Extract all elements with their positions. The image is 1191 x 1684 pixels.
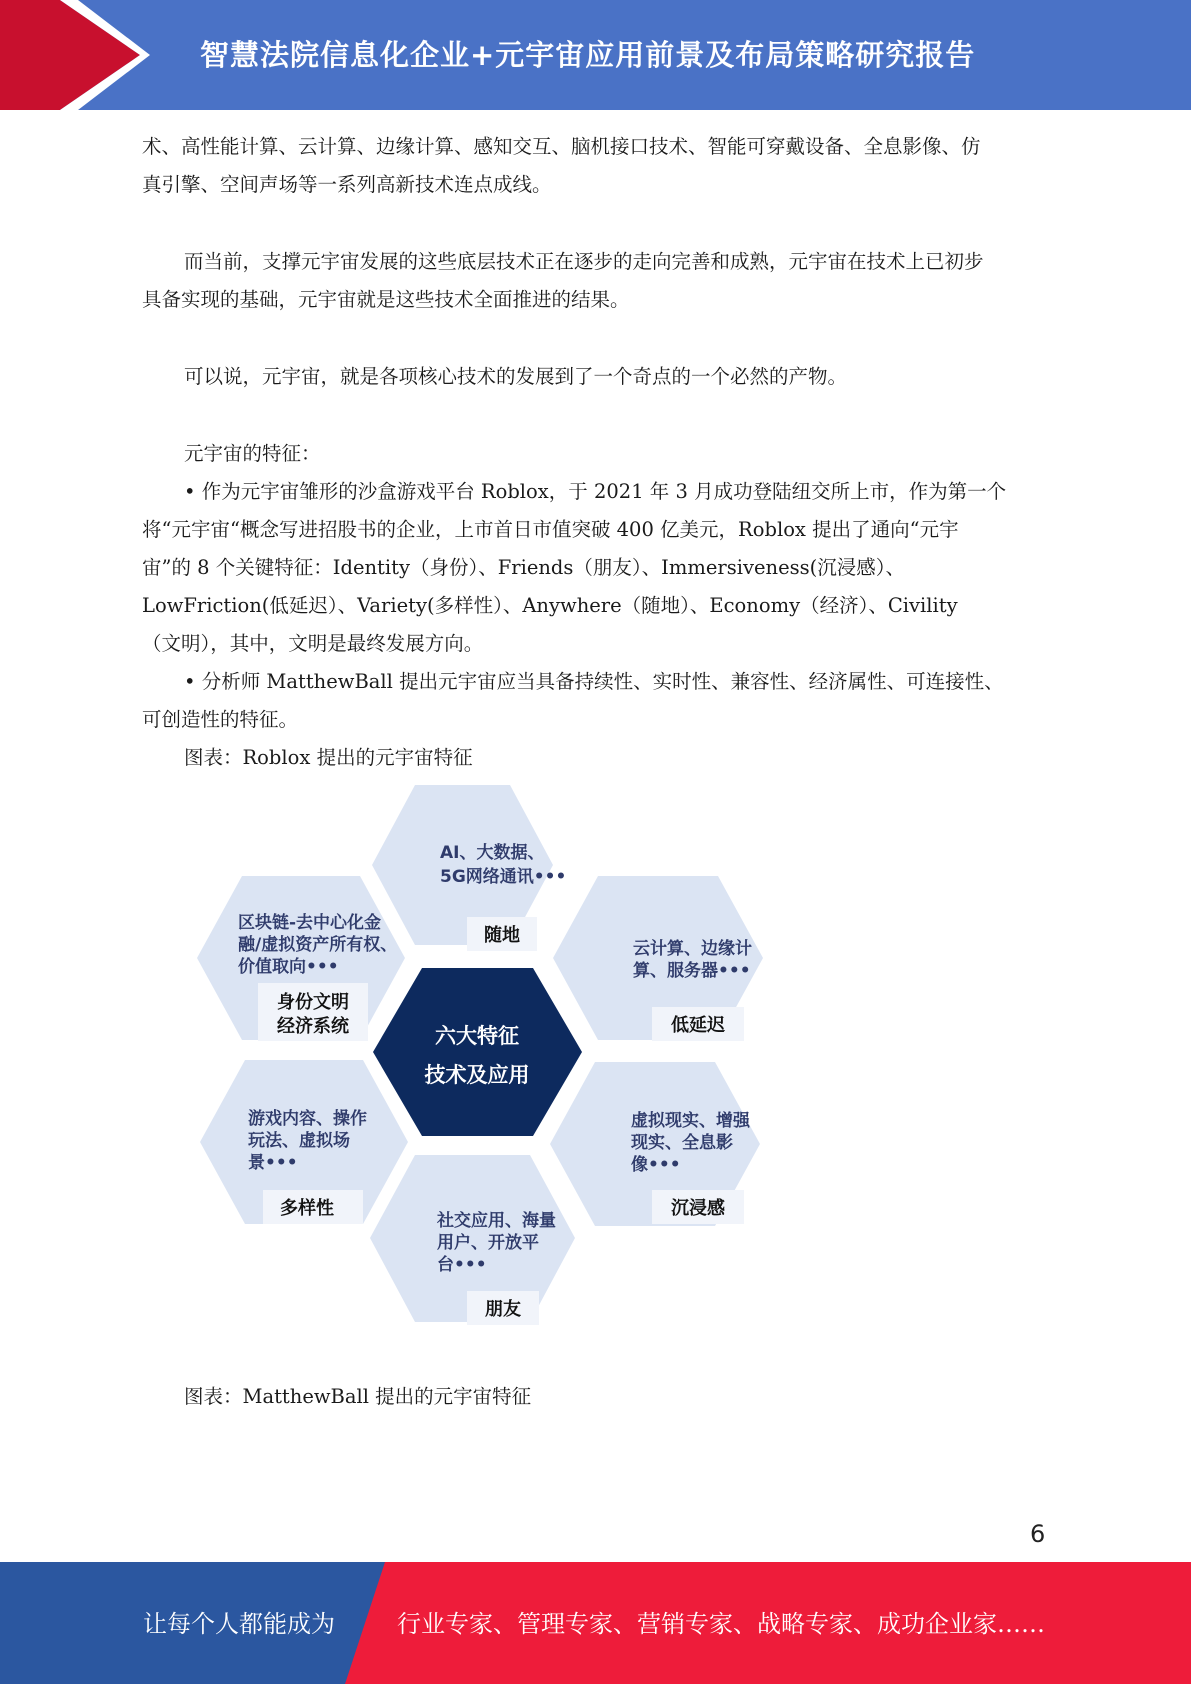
- roblox-features-diagram: [195, 780, 835, 1340]
- hex-bottom-desc-3: 台•••: [437, 1255, 487, 1275]
- hex-top-desc-1: AI、大数据、: [440, 843, 545, 863]
- hex-lower-right-desc-1: 虚拟现实、增强: [631, 1111, 750, 1131]
- report-title: 智慧法院信息化企业+元宇宙应用前景及布局策略研究报告: [200, 38, 976, 72]
- hex-lower-left: [200, 1060, 408, 1224]
- figure-caption: 图表：MatthewBall 提出的元宇宙特征: [184, 1385, 532, 1408]
- hex-upper-right-label: 低延迟: [671, 1015, 725, 1036]
- paragraph-line: 可创造性的特征。: [142, 708, 299, 731]
- hex-upper-right: [553, 876, 763, 1041]
- page-number: 6: [1030, 1520, 1046, 1548]
- hex-bottom-label: 朋友: [485, 1299, 521, 1320]
- paragraph-line: 宙”的 8 个关键特征：Identity（身份）、Friends（朋友）、Immersiveness(沉浸感）、: [142, 556, 905, 579]
- hex-lower-left-label: 多样性: [280, 1198, 334, 1219]
- hex-upper-left-label-1: 身份文明: [277, 992, 349, 1013]
- hex-upper-right-desc-1: 云计算、边缘计: [633, 939, 752, 959]
- hex-bottom-desc-2: 用户、开放平: [437, 1233, 539, 1253]
- paragraph-line: 而当前，支撑元宇宙发展的这些底层技术正在逐步的走向完善和成熟，元宇宙在技术上已初步: [184, 250, 984, 273]
- hex-bottom-desc-1: 社交应用、海量: [437, 1211, 556, 1231]
- hex-upper-left-desc-1: 区块链-去中心化金: [238, 913, 382, 933]
- page-footer: [0, 1562, 1191, 1684]
- hex-top-desc-2: 5G网络通讯•••: [440, 867, 567, 887]
- paragraph-line: 真引擎、空间声场等一系列高新技术连点成线。: [142, 173, 552, 196]
- center-title-2: 技术及应用: [424, 1063, 530, 1087]
- hex-upper-left-desc-3: 价值取向•••: [238, 957, 339, 977]
- hex-upper-right-desc-2: 算、服务器•••: [633, 961, 751, 981]
- footer-slogan-right: 行业专家、管理专家、营销专家、战略专家、成功企业家……: [397, 1610, 1045, 1638]
- hex-bottom: [370, 1155, 575, 1325]
- figure-caption: 图表：Roblox 提出的元宇宙特征: [184, 746, 473, 769]
- paragraph-line: LowFriction(低延迟）、Variety(多样性）、Anywhere（随地）、Economy（经济）、Civility: [142, 594, 958, 617]
- page-header: [0, 0, 1191, 110]
- hex-lower-left-desc-1: 游戏内容、操作: [248, 1109, 367, 1129]
- hex-top-label: 随地: [484, 925, 520, 946]
- paragraph-line: 将“元宇宙“概念写进招股书的企业，上市首日市值突破 400 亿美元，Roblox 提出了通向“元宇: [142, 518, 959, 541]
- hex-lower-right-label: 沉浸感: [671, 1198, 725, 1219]
- paragraph-line: （文明），其中，文明是最终发展方向。: [142, 632, 484, 655]
- bullet-line: • 分析师 MatthewBall 提出元宇宙应当具备持续性、实时性、兼容性、经济属性、可连接性、: [184, 670, 1004, 693]
- hex-lower-right-desc-3: 像•••: [631, 1155, 681, 1175]
- paragraph-line: 具备实现的基础，元宇宙就是这些技术全面推进的结果。: [142, 288, 630, 311]
- hex-top: [372, 785, 566, 951]
- hex-lower-left-desc-2: 玩法、虚拟场: [248, 1131, 350, 1151]
- hex-lower-right: [550, 1062, 760, 1226]
- center-title-1: 六大特征: [435, 1024, 519, 1048]
- hex-upper-left-desc-2: 融/虚拟资产所有权、: [238, 935, 398, 955]
- paragraph-line: 可以说，元宇宙，就是各项核心技术的发展到了一个奇点的一个必然的产物。: [184, 365, 848, 388]
- hex-upper-left-label-2: 经济系统: [277, 1016, 349, 1037]
- hex-upper-left: [197, 876, 405, 1041]
- bullet-line: • 作为元宇宙雏形的沙盒游戏平台 Roblox，于 2021 年 3 月成功登陆纽交所上市，作为第一个: [184, 480, 1007, 503]
- paragraph-line: 术、高性能计算、云计算、边缘计算、感知交互、脑机接口技术、智能可穿戴设备、全息影像、仿: [142, 135, 981, 158]
- footer-slogan-left: 让每个人都能成为: [143, 1610, 335, 1638]
- hex-lower-left-desc-3: 景•••: [248, 1153, 298, 1173]
- section-heading: 元宇宙的特征：: [184, 442, 321, 465]
- hex-center: [373, 968, 582, 1136]
- hex-lower-right-desc-2: 现实、全息影: [631, 1133, 733, 1153]
